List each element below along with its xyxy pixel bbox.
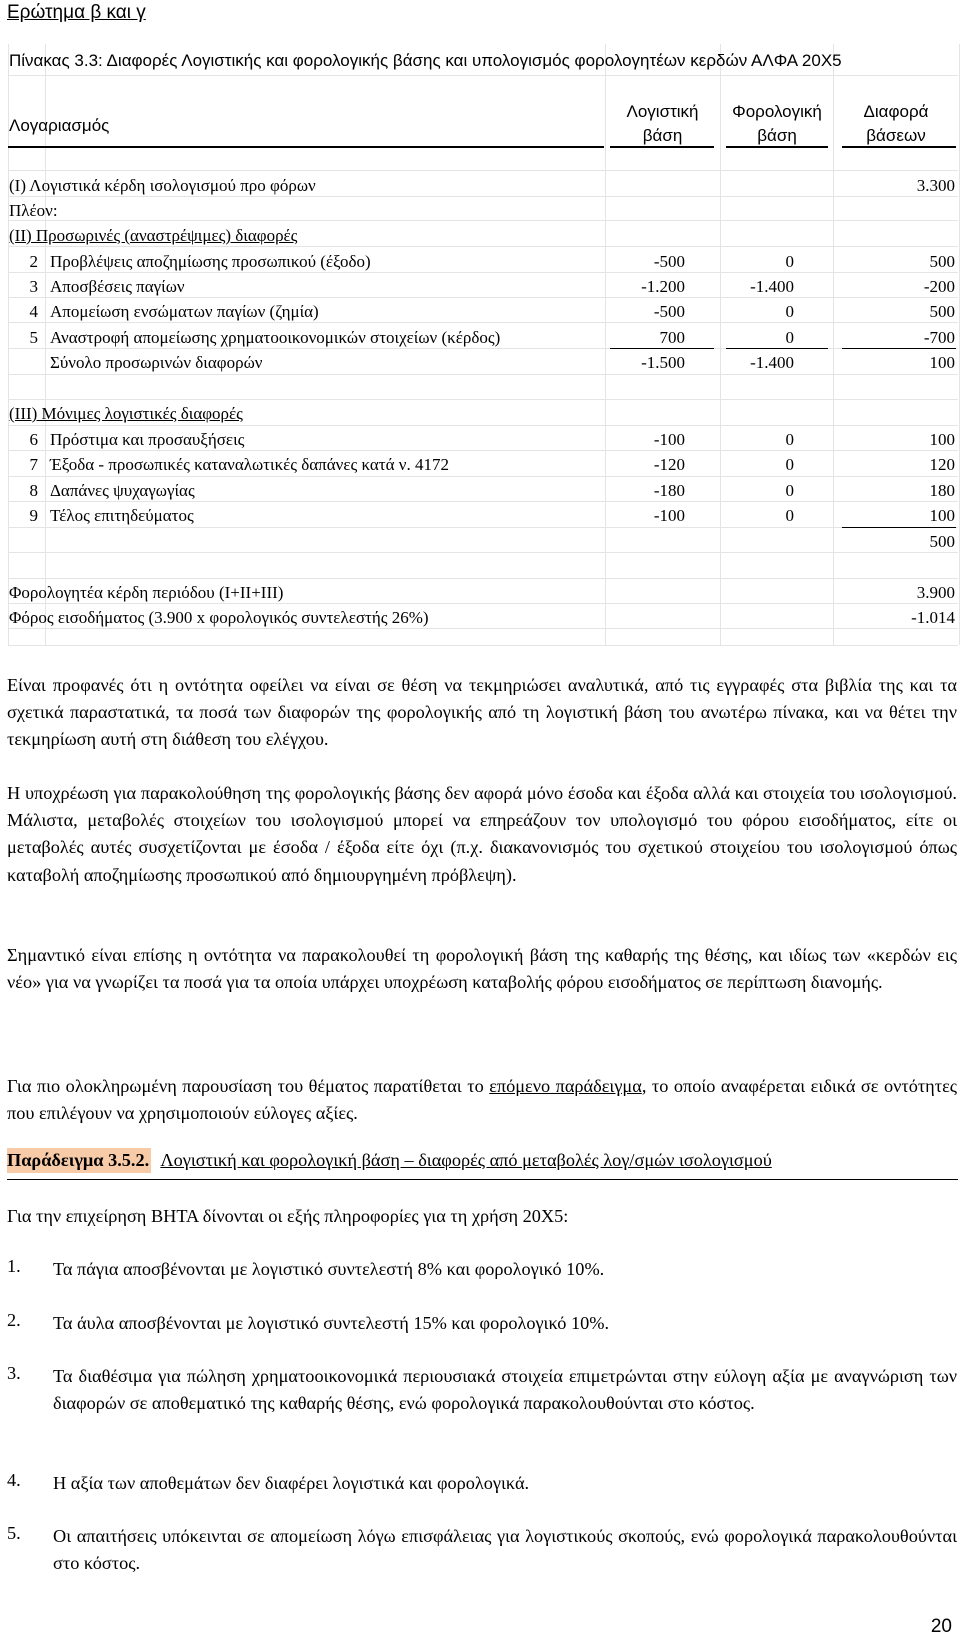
header-rule: [842, 146, 956, 148]
permanent-total: 500: [929, 532, 955, 551]
list-item: Η αξία των αποθεμάτων δεν διαφέρει λογιστικά και φορολογικά.: [53, 1473, 530, 1493]
row-accounting: -180: [653, 481, 685, 500]
row-number: 7: [29, 455, 38, 474]
row-difference: 180: [929, 481, 955, 500]
temporary-total-label: Σύνολο προσωρινών διαφορών: [50, 353, 263, 372]
paragraph: Η υποχρέωση για παρακολούθηση της φορολογικής βάσης δεν αφορά μόνο έσοδα και έξοδα αλλά και στοιχεία του ισολογισμού. Μάλιστα, μεταβολές στοιχείων του ισολογισμού μπορεί να επηρεάζουν τον υπολογισμό του φόρου εισοδήματος, είτε οι μεταβολές αυτές συσχετίζονται με έσοδα / έξοδα είτε όχι (π.χ. διακανονισμός του σχετικού στοιχείου του ισολογισμού όπως καταβολή αποζημίωσης προσωπικού από δημιουργημένη πρόβλεψη).: [7, 783, 957, 885]
grid-line: [8, 170, 958, 171]
list-item-number: 1.: [7, 1256, 21, 1276]
profit-before-tax-diff: 3.300: [916, 176, 955, 195]
row-label: Έξοδα - προσωπικές καταναλωτικές δαπάνες κατά ν. 4172: [50, 455, 449, 474]
income-tax-diff: -1.014: [911, 608, 955, 627]
header-rule: [8, 146, 604, 148]
example-intro-paragraph: Για πιο ολοκληρωμένη παρουσίαση του θέματος παρατίθεται το επόμενο παράδειγμα, το οποίο αναφέρεται ειδικά σε οντότητες που επιλέγουν να χρησιμοποιούν εύλογες αξίες.: [7, 1076, 958, 1124]
grid-line: [833, 44, 834, 645]
temporary-total-accounting: -1.500: [641, 353, 685, 372]
row-difference: -700: [923, 328, 955, 347]
example-rule: [7, 1179, 958, 1180]
grid-line: [8, 527, 958, 528]
subtotal-rule: [610, 348, 714, 349]
list-item-number: 5.: [7, 1523, 21, 1543]
temporary-total-tax: -1.400: [750, 353, 794, 372]
next-example-link: επόμενο παράδειγμα: [489, 1076, 642, 1096]
paragraph: Σημαντικό είναι επίσης η οντότητα να παρακολουθεί τη φορολογική βάση της καθαρής της θέσης, και ιδίως των «κερδών εις νέο» για να γνωρίζει τα ποσά για τα οποία υπάρχει υποχρέωση καταβολής φόρου εισοδήματος σε περίπτωση διανομής.: [7, 945, 957, 993]
paragraph: Είναι προφανές ότι η οντότητα οφείλει να είναι σε θέση να τεκμηριώσει αναλυτικά, από τις εγγραφές στα βιβλία της και τα σχετικά παραστατικά, τα ποσά των διαφορών της φορολογικής από τη λογιστική βάση του ανωτέρω πίνακα, και να θέτει την τεκμηρίωση αυτή στη διάθεση του ελέγχου.: [7, 675, 957, 750]
row-difference: 100: [929, 430, 955, 449]
row-label: Πρόστιμα και προσαυξήσεις: [50, 430, 245, 449]
row-accounting: -100: [653, 506, 685, 525]
row-label: Αναστροφή απομείωσης χρηματοοικονομικών στοιχείων (κέρδος): [50, 328, 501, 347]
taxable-profit-diff: 3.900: [916, 583, 955, 602]
row-tax: 0: [785, 430, 794, 449]
header-account: Λογαριασμός: [9, 116, 110, 135]
row-tax: 0: [785, 252, 794, 271]
example-label: Παράδειγμα 3.5.2.: [7, 1148, 151, 1173]
permanent-differences-title: (ΙΙΙ) Μόνιμες λογιστικές διαφορές: [9, 404, 243, 423]
grid-line: [8, 220, 958, 221]
subtotal-rule: [842, 348, 956, 349]
row-difference: 500: [929, 252, 955, 271]
header-basis-difference: Διαφορά βάσεων: [863, 102, 929, 145]
grid-line: [8, 552, 958, 553]
row-accounting: -100: [653, 430, 685, 449]
profit-before-tax-label: (Ι) Λογιστικά κέρδη ισολογισμού προ φόρων: [9, 176, 316, 195]
example-heading: [7, 1150, 772, 1171]
row-difference: -200: [923, 277, 955, 296]
header-tax-basis: Φορολογική βάση: [732, 102, 822, 145]
row-number: 8: [29, 481, 38, 500]
list-item-number: 2.: [7, 1310, 21, 1330]
row-tax: 0: [785, 302, 794, 321]
income-tax-label: Φόρος εισοδήματος (3.900 x φορολογικός συντελεστής 26%): [9, 608, 429, 627]
grid-line: [8, 374, 958, 375]
example-title: Λογιστική και φορολογική βάση – διαφορές από μεταβολές λογ/σμών ισολογισμού: [160, 1150, 772, 1170]
grid-line: [720, 44, 721, 645]
header-rule: [610, 146, 714, 148]
row-label: Δαπάνες ψυχαγωγίας: [50, 481, 195, 500]
list-item: Τα άυλα αποσβένονται με λογιστικό συντελεστή 15% και φορολογικό 10%.: [53, 1313, 610, 1333]
row-accounting: -500: [653, 252, 685, 271]
temporary-total-difference: 100: [929, 353, 955, 372]
row-number: 6: [29, 430, 38, 449]
row-difference: 500: [929, 302, 955, 321]
header-accounting-basis: Λογιστική βάση: [626, 102, 699, 145]
row-accounting: 700: [659, 328, 685, 347]
list-item-number: 4.: [7, 1470, 21, 1490]
header-rule: [726, 146, 828, 148]
row-accounting: -1.200: [641, 277, 685, 296]
row-label: Τέλος επιτηδεύματος: [50, 506, 194, 525]
row-tax: 0: [785, 455, 794, 474]
grid-line: [8, 399, 958, 400]
grid-line: [8, 476, 958, 477]
row-number: 9: [29, 506, 38, 525]
row-accounting: -120: [653, 455, 685, 474]
row-accounting: -500: [653, 302, 685, 321]
row-tax: 0: [785, 481, 794, 500]
subtotal-rule: [842, 527, 956, 528]
row-label: Απομείωση ενσώματων παγίων (ζημία): [50, 302, 319, 321]
row-number: 4: [29, 302, 38, 321]
row-difference: 120: [929, 455, 955, 474]
list-item: Οι απαιτήσεις υπόκεινται σε απομείωση λόγω επισφάλειας για λογιστικούς σκοπούς, ενώ φορολογικά παρακολουθούνται στο κόστος.: [53, 1526, 957, 1574]
grid-line: [605, 44, 606, 645]
row-tax: 0: [785, 506, 794, 525]
temporary-differences-title: (ΙΙ) Προσωρινές (αναστρέψιμες) διαφορές: [9, 226, 298, 245]
table-caption: Πίνακας 3.3: Διαφορές Λογιστικής και φορολογικής βάσης και υπολογισμός φορολογητέων κερδών ΑΛΦΑ 20Χ5: [9, 51, 842, 70]
row-label: Αποσβέσεις παγίων: [50, 277, 185, 296]
example-intro: Για την επιχείρηση ΒΗΤΑ δίνονται οι εξής πληροφορίες για τη χρήση 20Χ5:: [7, 1206, 569, 1226]
row-number: 3: [29, 277, 38, 296]
grid-line: [8, 425, 958, 426]
grid-line: [8, 645, 958, 646]
row-number: 5: [29, 328, 38, 347]
page-number: 20: [930, 1616, 952, 1637]
row-label: Προβλέψεις αποζημίωσης προσωπικού (έξοδο): [50, 252, 371, 271]
page-heading: Ερώτημα β και γ: [7, 2, 146, 23]
list-item-number: 3.: [7, 1363, 21, 1383]
grid-line: [8, 75, 958, 76]
row-difference: 100: [929, 506, 955, 525]
row-tax: -1.400: [750, 277, 794, 296]
plus-label: Πλέον:: [9, 201, 58, 220]
row-tax: 0: [785, 328, 794, 347]
taxable-profit-label: Φορολογητέα κέρδη περιόδου (Ι+ΙΙ+ΙΙΙ): [9, 583, 284, 602]
subtotal-rule: [726, 348, 828, 349]
list-item: Τα διαθέσιμα για πώληση χρηματοοικονομικά περιουσιακά στοιχεία επιμετρώνται στην εύλογη αξία με αναγνώριση των διαφορών σε αποθεματικό της καθαρής θέσης, ενώ φορολογικά παρακολουθούνται στο κόστος.: [53, 1366, 957, 1414]
row-number: 2: [29, 252, 38, 271]
list-item: Τα πάγια αποσβένονται με λογιστικό συντελεστή 8% και φορολογικό 10%.: [53, 1259, 605, 1279]
grid-line: [8, 578, 958, 579]
